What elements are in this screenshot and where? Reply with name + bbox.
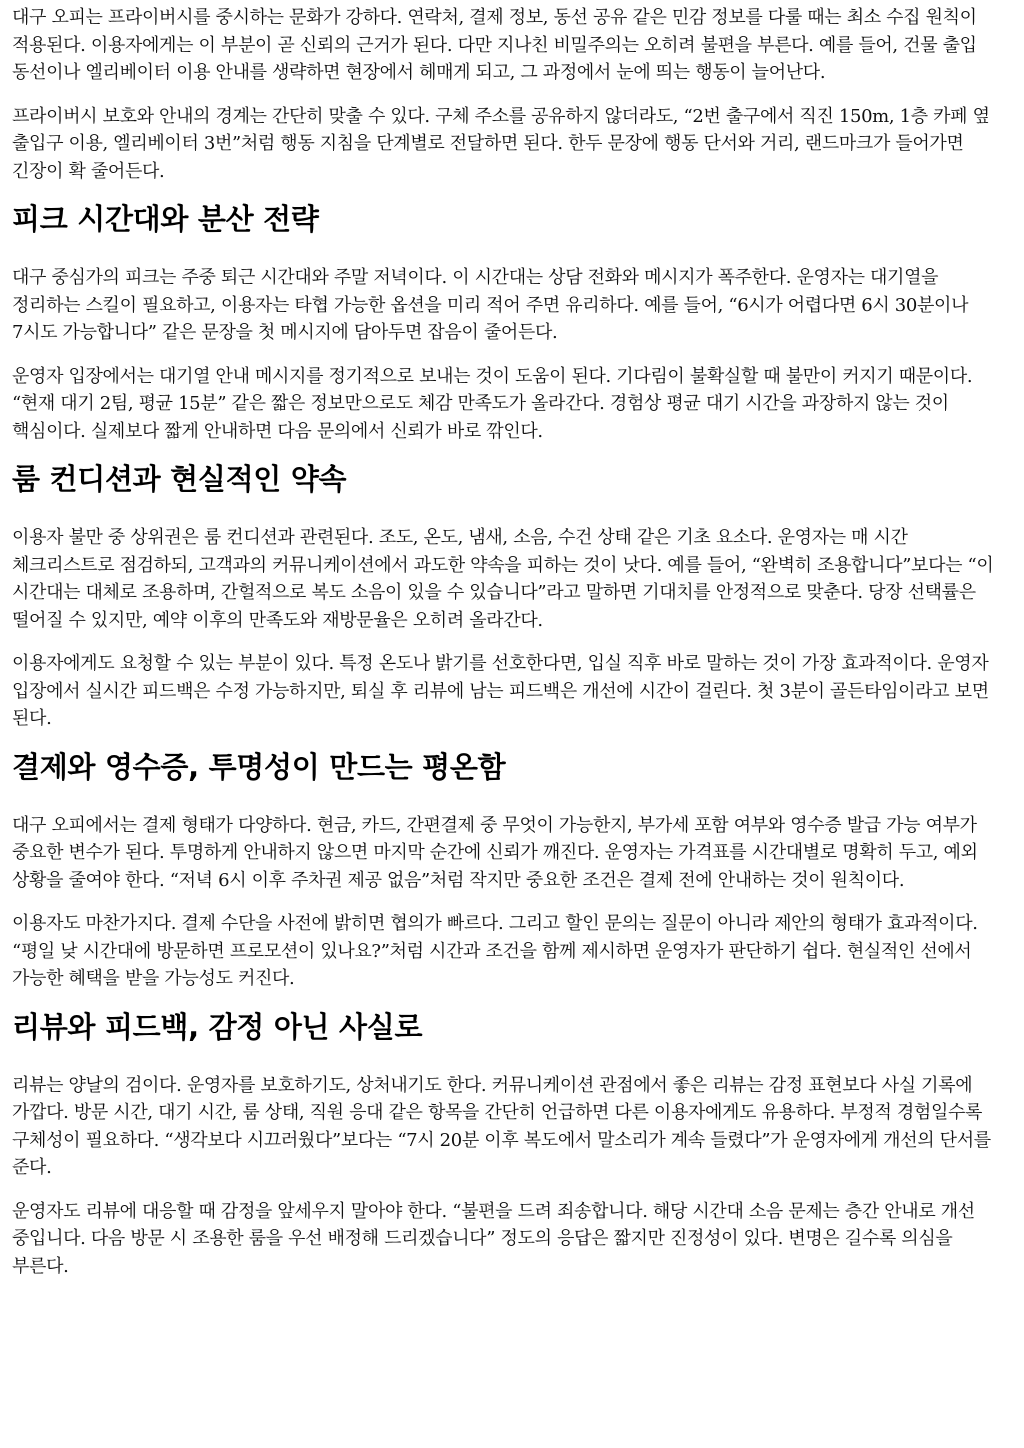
- intro-paragraph-2: 프라이버시 보호와 안내의 경계는 간단히 맞출 수 있다. 구체 주소를 공유하지 않더라도, “2번 출구에서 직진 150m, 1층 카페 옆 출입구 이용, 엘리베이터 3번”처럼 행동 지침을 단계별로 전달하면 된다. 한두 문장에 행동 단서와 거리, 랜드마크가 들어가면 긴장이 확 줄어든다.: [12, 105, 990, 182]
- section-paragraph: 이용자에게도 요청할 수 있는 부분이 있다. 특정 온도나 밝기를 선호한다면, 입실 직후 바로 말하는 것이 가장 효과적이다. 운영자 입장에서 실시간 피드백은 수정 가능하지만, 퇴실 후 리뷰에 남는 피드백은 개선에 시간이 걸린다. 첫 3분이 골든타임이라고 보면 된다.: [12, 653, 989, 729]
- section-heading-reviews: 리뷰와 피드백, 감정 아닌 사실로: [12, 1009, 423, 1044]
- section-paragraph: 리뷰는 양날의 검이다. 운영자를 보호하기도, 상처내기도 한다. 커뮤니케이션 관점에서 좋은 리뷰는 감정 표현보다 사실 기록에 가깝다. 방문 시간, 대기 시간, 룸 상태, 직원 응대 같은 항목을 간단히 언급하면 다른 이용자에게도 유용하다. 부정적 경험일수록 구체성이 필요하다. “생각보다 시끄러웠다”보다는 “7시 20분 이후 복도에서 말소리가 계속 들렸다”가 운영자에게 개선의 단서를 준다.: [12, 1074, 991, 1178]
- intro-paragraph-1: 대구 오피는 프라이버시를 중시하는 문화가 강하다. 연락처, 결제 정보, 동선 공유 같은 민감 정보를 다룰 때는 최소 수집 원칙이 적용된다. 이용자에게는 이 부분이 곧 신뢰의 근거가 된다. 다만 지나친 비밀주의는 오히려 불편을 부른다. 예를 들어, 건물 출입 동선이나 엘리베이터 이용 안내를 생략하면 현장에서 헤매게 되고, 그 과정에서 눈에 띄는 행동이 늘어난다.: [12, 7, 977, 83]
- section-paragraph: 이용자 불만 중 상위권은 룸 컨디션과 관련된다. 조도, 온도, 냄새, 소음, 수건 상태 같은 기초 요소다. 운영자는 매 시간 체크리스트로 점검하되, 고객과의 커뮤니케이션에서 과도한 약속을 피하는 것이 낫다. 예를 들어, “완벽히 조용합니다”보다는 “이 시간대는 대체로 조용하며, 간헐적으로 복도 소음이 있을 수 있습니다”라고 말하면 기대치를 안정적으로 맞춘다. 당장 선택률은 떨어질 수 있지만, 예약 이후의 만족도와 재방문율은 오히려 올라간다.: [12, 527, 994, 631]
- section-heading-peak-time: 피크 시간대와 분산 전략: [12, 202, 319, 236]
- section-paragraph: 대구 중심가의 피크는 주중 퇴근 시간대와 주말 저녁이다. 이 시간대는 상담 전화와 메시지가 폭주한다. 운영자는 대기열을 정리하는 스킬이 필요하고, 이용자는 타협 가능한 옵션을 미리 적어 주면 유리하다. 예를 들어, “6시가 어렵다면 6시 30분이나 7시도 가능합니다” 같은 문장을 첫 메시지에 담아두면 잡음이 줄어든다.: [12, 267, 969, 343]
- section-heading-payment: 결제와 영수증, 투명성이 만드는 평온함: [12, 749, 506, 784]
- section-paragraph: 운영자도 리뷰에 대응할 때 감정을 앞세우지 말아야 한다. “불편을 드려 죄송합니다. 해당 시간대 소음 문제는 층간 안내로 개선 중입니다. 다음 방문 시 조용한 룸을 우선 배정해 드리겠습니다” 정도의 응답은 짧지만 진정성이 있다. 변명은 길수록 의심을 부른다.: [12, 1200, 975, 1277]
- section-paragraph: 이용자도 마찬가지다. 결제 수단을 사전에 밝히면 협의가 빠르다. 그리고 할인 문의는 질문이 아니라 제안의 형태가 효과적이다. “평일 낮 시간대에 방문하면 프로모션이 있나요?”처럼 시간과 조건을 함께 제시하면 운영자가 판단하기 쉽다. 현실적인 선에서 가능한 혜택을 받을 가능성도 커진다.: [12, 913, 978, 989]
- section-paragraph: 운영자 입장에서는 대기열 안내 메시지를 정기적으로 보내는 것이 도움이 된다. 기다림이 불확실할 때 불만이 커지기 때문이다. “현재 대기 2팀, 평균 15분” 같은 짧은 정보만으로도 체감 만족도가 올라간다. 경험상 평균 대기 시간을 과장하지 않는 것이 핵심이다. 실제보다 짧게 안내하면 다음 문의에서 신뢰가 바로 깎인다.: [12, 365, 973, 442]
- section-heading-room-condition: 룸 컨디션과 현실적인 약속: [12, 462, 347, 496]
- section-paragraph: 대구 오피에서는 결제 형태가 다양하다. 현금, 카드, 간편결제 중 무엇이 가능한지, 부가세 포함 여부와 영수증 발급 가능 여부가 중요한 변수가 된다. 투명하게 안내하지 않으면 마지막 순간에 신뢰가 깨진다. 운영자는 가격표를 시간대별로 명확히 두고, 예외 상황을 줄여야 한다. “저녁 6시 이후 주차권 제공 없음”처럼 작지만 중요한 조건은 결제 전에 안내하는 것이 원칙이다.: [12, 814, 978, 891]
